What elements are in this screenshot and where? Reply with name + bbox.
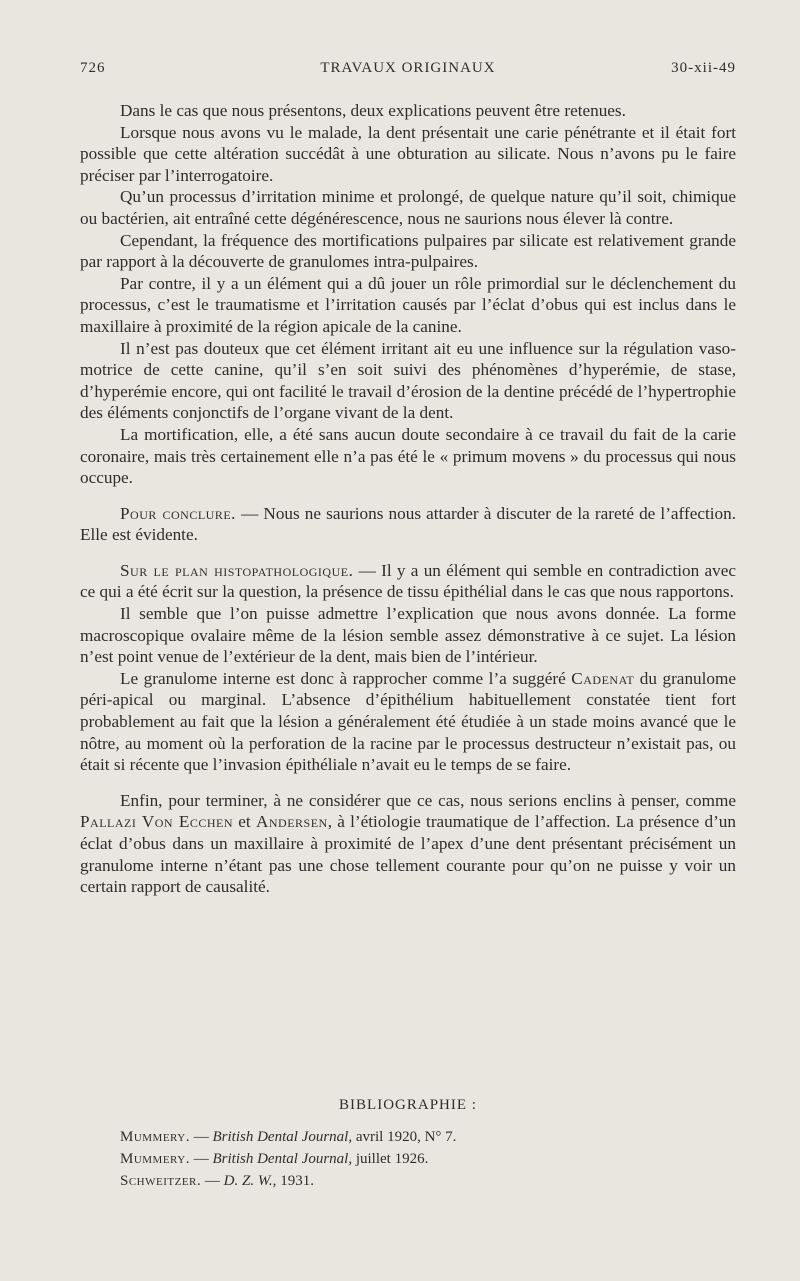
granulome-paragraph [80,668,736,776]
histopathology-paragraph [80,560,736,603]
page-number: 726 [80,60,106,76]
paragraph: La mortification, elle, a été sans aucun doute secondaire à ce travail du fait de la carie coronaire, mais très certainement elle n’a pas été le « primum movens » du processus qui nous occupe. [80,424,736,488]
paragraph: Il semble que l’on puisse admettre l’explication que nous avons donnée. La forme macroscopique ovalaire même de la lésion semble assez démonstrative à ce sujet. La lésion n’est point venue de l’extérieur de la dent, mais bien de l’intérieur. [80,604,736,667]
paragraph: Il n’est pas douteux que cet élément irritant ait eu une influence sur la régulation vaso-motrice de cette canine, qu’il s’en soit suivi des phénomènes d’hyperémie, de stase, d’hyperémie encore, qui ont facilité le travail d’érosion de la dentine précédé de l’hypertrophie des éléments conjonctifs de l’organe vivant de la dent. [80,338,736,423]
conclusion-paragraph [80,503,736,546]
article-body [80,100,736,898]
journal-section-title: TRAVAUX ORIGINAUX [320,60,496,76]
reference-details: avril 1920, N° 7. [352,1129,457,1145]
bibliography-title: BIBLIOGRAPHIE : [339,1097,477,1113]
author-name: Pallazi Von Ecchen [80,812,234,832]
paragraph-text: Le granulome interne est donc à rapprocher comme l’a suggéré [120,668,572,688]
section-lead: Sur le plan histopathologique. [120,560,354,580]
reference-author: Mummery. [120,1129,190,1145]
paragraph-text: du granulome péri-apical ou marginal. L’absence d’épithélium habituellement constatée tient fort probablement au fait que la lésion a généralement été étudiée à un stade moins avancé que le nôtre, au moment où la perforation de la racine par le processus destructeur n’existait pas, ou était si récente que l’invasion épithéliale n’avait eu le temps de se faire. [80,668,736,775]
author-name: Cadenat [571,668,635,688]
bibliography-entry [120,1170,720,1192]
reference-details: 1931. [276,1173,314,1189]
issue-date: 30-xii-49 [671,60,736,76]
reference-author: Schweitzer. [120,1173,202,1189]
paragraph-text: Enfin, pour terminer, à ne considérer que ce cas, nous serions enclins à penser, comme [120,790,736,810]
paragraph-text: , à l’étiologie traumatique de l’affection. La présence d’un éclat d’obus dans un maxillaire à proximité de l’apex d’une dent présentant précisément un granulome interne n’étant pas une chose tellement courante pour qu’on ne puisse y voir un certain rapport de causalité. [80,812,736,897]
reference-separator: — [190,1151,213,1167]
section-lead: Pour conclure. [120,503,236,523]
reference-source: British Dental Journal, [212,1129,353,1145]
paragraph: Qu’un processus d’irritation minime et prolongé, de quelque nature qu’il soit, chimique ou bactérien, ait entraîné cette dégénérescence, nous ne saurions nous élever là contre. [80,187,736,228]
paragraph: Dans le cas que nous présentons, deux explications peuvent être retenues. [120,101,626,120]
bibliography-entry [120,1126,720,1148]
bibliography-entry [120,1148,720,1170]
reference-source: D. Z. W., [223,1173,277,1189]
reference-separator: — [190,1129,213,1145]
paragraph: Lorsque nous avons vu le malade, la dent présentait une carie pénétrante et il était fort possible que cette altération succédât à une obturation au silicate. Nous n’avons pu le faire préciser par l’interrogatoire. [80,122,736,185]
reference-separator: — [201,1173,224,1189]
final-paragraph [80,790,736,898]
paragraph-text: — Nous ne saurions nous attarder à discuter de la rareté de l’affection. Elle est évidente. [80,503,736,545]
paragraph: Par contre, il y a un élément qui a dû jouer un rôle primordial sur le déclenchement du processus, c’est le traumatisme et l’irritation causés par l’éclat d’obus qui est inclus dans le maxillaire à proximité de la région apicale de la canine. [80,273,736,336]
reference-author: Mummery. [120,1151,190,1167]
reference-source: British Dental Journal, [212,1151,353,1167]
reference-details: juillet 1926. [352,1151,429,1167]
bibliography-list [120,1126,720,1192]
paragraph: Cependant, la fréquence des mortifications pulpaires par silicate est relativement grande par rapport à la découverte de granulomes intra-pulpaires. [80,230,736,272]
author-name: Andersen [255,812,328,832]
paragraph-text: — Il y a un élément qui semble en contradiction avec ce qui a été écrit sur la question, la présence de tissu épithélial dans le cas que nous rapportons. [80,560,736,602]
paragraph-text: et [233,812,256,832]
